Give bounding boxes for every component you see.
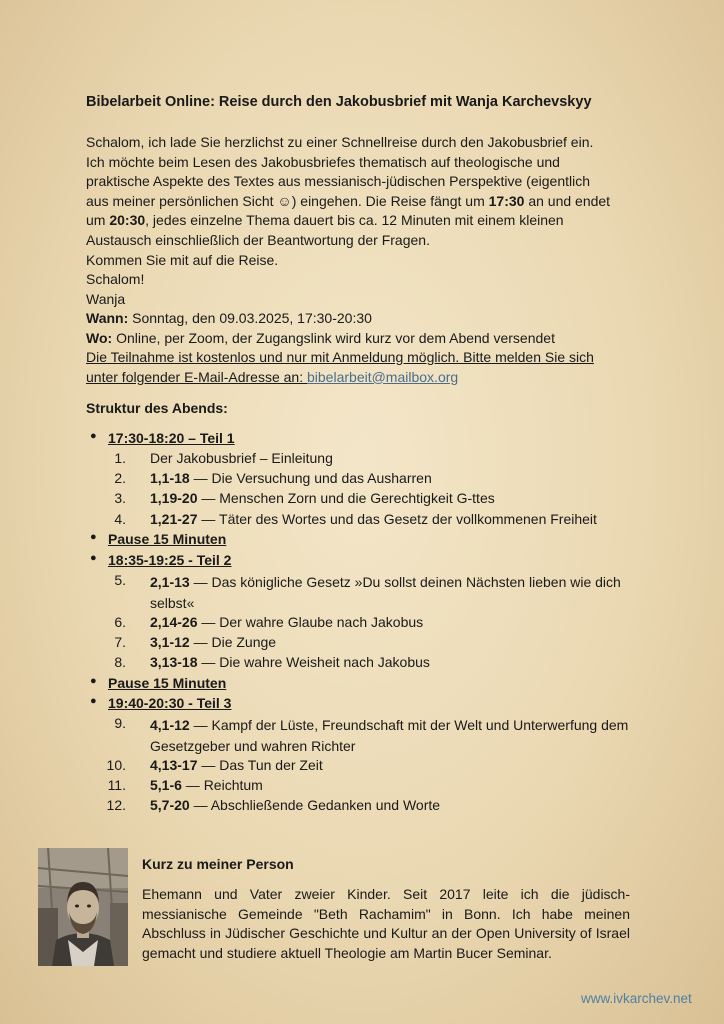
intro-rest: , jedes einzelne Thema dauert bis ca. 12 Minuten mit einem kleinen [145, 212, 564, 229]
bio-heading: Kurz zu meiner Person [142, 856, 294, 872]
item-number: 8. [114, 654, 126, 670]
website-link[interactable]: www.ivkarchev.net [581, 991, 692, 1006]
item-text [150, 715, 644, 757]
item-title: — Abschließende Gedanken und Worte [189, 797, 441, 813]
bullet-icon: ● [90, 675, 97, 687]
item-ref: 3,13-18 [150, 654, 198, 670]
item-ref: 4,13-17 [150, 757, 198, 773]
author-photo [38, 848, 128, 966]
intro-um: um [86, 212, 110, 229]
intro-line: Schalom! [86, 271, 145, 288]
bullet-icon: ● [90, 695, 97, 707]
item-ref: 1,21-27 [150, 511, 198, 527]
item-ref: 2,1-13 [150, 574, 190, 590]
item-text [150, 470, 432, 486]
bio-text: Ehemann und Vater zweier Kinder. Seit 2017 leite ich die jüdisch-messianische Gemeinde "Beth Rachamim" in Bonn. Ich habe meinen Abschluss in Jüdischer Geschichte und Kultur an der Open University of Israel gemacht und studiere aktuell Theologie am Martin Bucer Seminar. [142, 886, 630, 961]
item-title: — Der wahre Glaube nach Jakobus [197, 614, 424, 630]
when-line [86, 309, 646, 329]
item-ref: 5,7-20 [150, 797, 190, 813]
item-title: — Das Tun der Zeit [197, 757, 323, 773]
intro-line: Austausch einschließlich der Beantwortung der Fragen. [86, 231, 430, 248]
event-info [86, 309, 646, 387]
item-text [150, 634, 276, 650]
register-line: Die Teilnahme ist kostenlos und nur mit Anmeldung möglich. Bitte melden Sie sich [86, 349, 594, 366]
where-label: Wo: [86, 329, 113, 346]
item-title: — Die wahre Weisheit nach Jakobus [197, 654, 430, 670]
where-value: Online, per Zoom, der Zugangslink wird kurz vor dem Abend versendet [112, 329, 555, 346]
item-title: — Täter des Wortes und das Gesetz der vollkommenen Freiheit [197, 511, 597, 527]
item-number: 1. [114, 450, 126, 466]
item-title: — Kampf der Lüste, Freundschaft mit der Welt und Unterwerfung dem Gesetzgeber und wahren Richter [150, 717, 629, 754]
pause-title: Pause 15 Minuten [108, 531, 227, 547]
item-number: 10. [106, 757, 126, 773]
item-text [150, 572, 644, 614]
intro-line: Schalom, ich lade Sie herzlichst zu einer Schnellreise durch den Jakobusbrief ein. [86, 134, 594, 150]
item-number: 3. [114, 490, 126, 506]
intro-line [86, 192, 646, 212]
item-number: 11. [107, 777, 126, 793]
item-text [150, 757, 323, 773]
item-ref: 5,1-6 [150, 777, 182, 793]
item-text [150, 654, 430, 670]
item-text [150, 490, 495, 506]
bullet-icon: ● [90, 430, 97, 442]
item-title: — Die Versuchung und das Ausharren [189, 470, 432, 486]
item-number: 12. [106, 797, 126, 813]
item-number: 6. [114, 614, 126, 630]
bullet-icon: ● [90, 552, 97, 564]
pause-title: Pause 15 Minuten [108, 675, 227, 691]
intro-text [86, 133, 646, 309]
start-time: 17:30 [488, 192, 525, 209]
item-text [150, 511, 597, 527]
intro-mid: an und endet [524, 192, 611, 209]
item-number: 9. [114, 715, 126, 731]
item-text [150, 777, 263, 793]
item-ref: 3,1-12 [150, 634, 190, 650]
item-text [150, 797, 440, 813]
item-number: 2. [114, 470, 126, 486]
item-title: — Die Zunge [189, 634, 277, 650]
item-ref: 1,1-18 [150, 470, 190, 486]
page-title: Bibelarbeit Online: Reise durch den Jakobusbrief mit Wanja Karchevskyy [86, 94, 592, 110]
where-line [86, 329, 646, 349]
item-title: Der Jakobusbrief – Einleitung [150, 450, 333, 466]
portrait-image [38, 848, 128, 966]
when-label: Wann: [86, 310, 129, 326]
intro-line: praktische Aspekte des Textes aus messianisch-jüdischen Perspektive (eigentlich [86, 173, 590, 190]
intro-line: Ich möchte beim Lesen des Jakobusbriefes thematisch auf theologische und [86, 153, 560, 170]
item-number: 7. [114, 634, 126, 650]
intro-line-text: aus meiner persönlichen Sicht ☺) eingehen. Die Reise fängt um [86, 192, 489, 209]
part-title: 18:35-19:25 - Teil 2 [108, 552, 232, 568]
intro-line: Kommen Sie mit auf die Reise. [86, 251, 279, 268]
item-title: — Das königliche Gesetz »Du sollst deinen Nächsten lieben wie dich selbst« [150, 574, 621, 611]
when-value: Sonntag, den 09.03.2025, 17:30-20:30 [128, 310, 372, 326]
part-title: 19:40-20:30 - Teil 3 [108, 695, 232, 711]
item-ref: 1,19-20 [150, 490, 198, 506]
register-text: unter folgender E-Mail-Adresse an: [86, 368, 307, 385]
intro-signature: Wanja [86, 290, 126, 307]
register-line [86, 368, 646, 388]
item-number: 4. [114, 511, 126, 527]
item-title: — Reichtum [181, 777, 263, 793]
email-link[interactable]: bibelarbeit@mailbox.org [307, 368, 459, 385]
item-title: — Menschen Zorn und die Gerechtigkeit G-ttes [197, 490, 495, 506]
bullet-icon: ● [90, 531, 97, 543]
item-number: 5. [114, 572, 126, 588]
item-text [150, 614, 423, 630]
structure-heading: Struktur des Abends: [86, 400, 228, 416]
intro-line [86, 211, 646, 231]
item-text [150, 450, 333, 466]
item-ref: 4,1-12 [150, 717, 190, 733]
part-title: 17:30-18:20 – Teil 1 [108, 430, 235, 446]
end-time: 20:30 [109, 212, 146, 229]
item-ref: 2,14-26 [150, 614, 198, 630]
